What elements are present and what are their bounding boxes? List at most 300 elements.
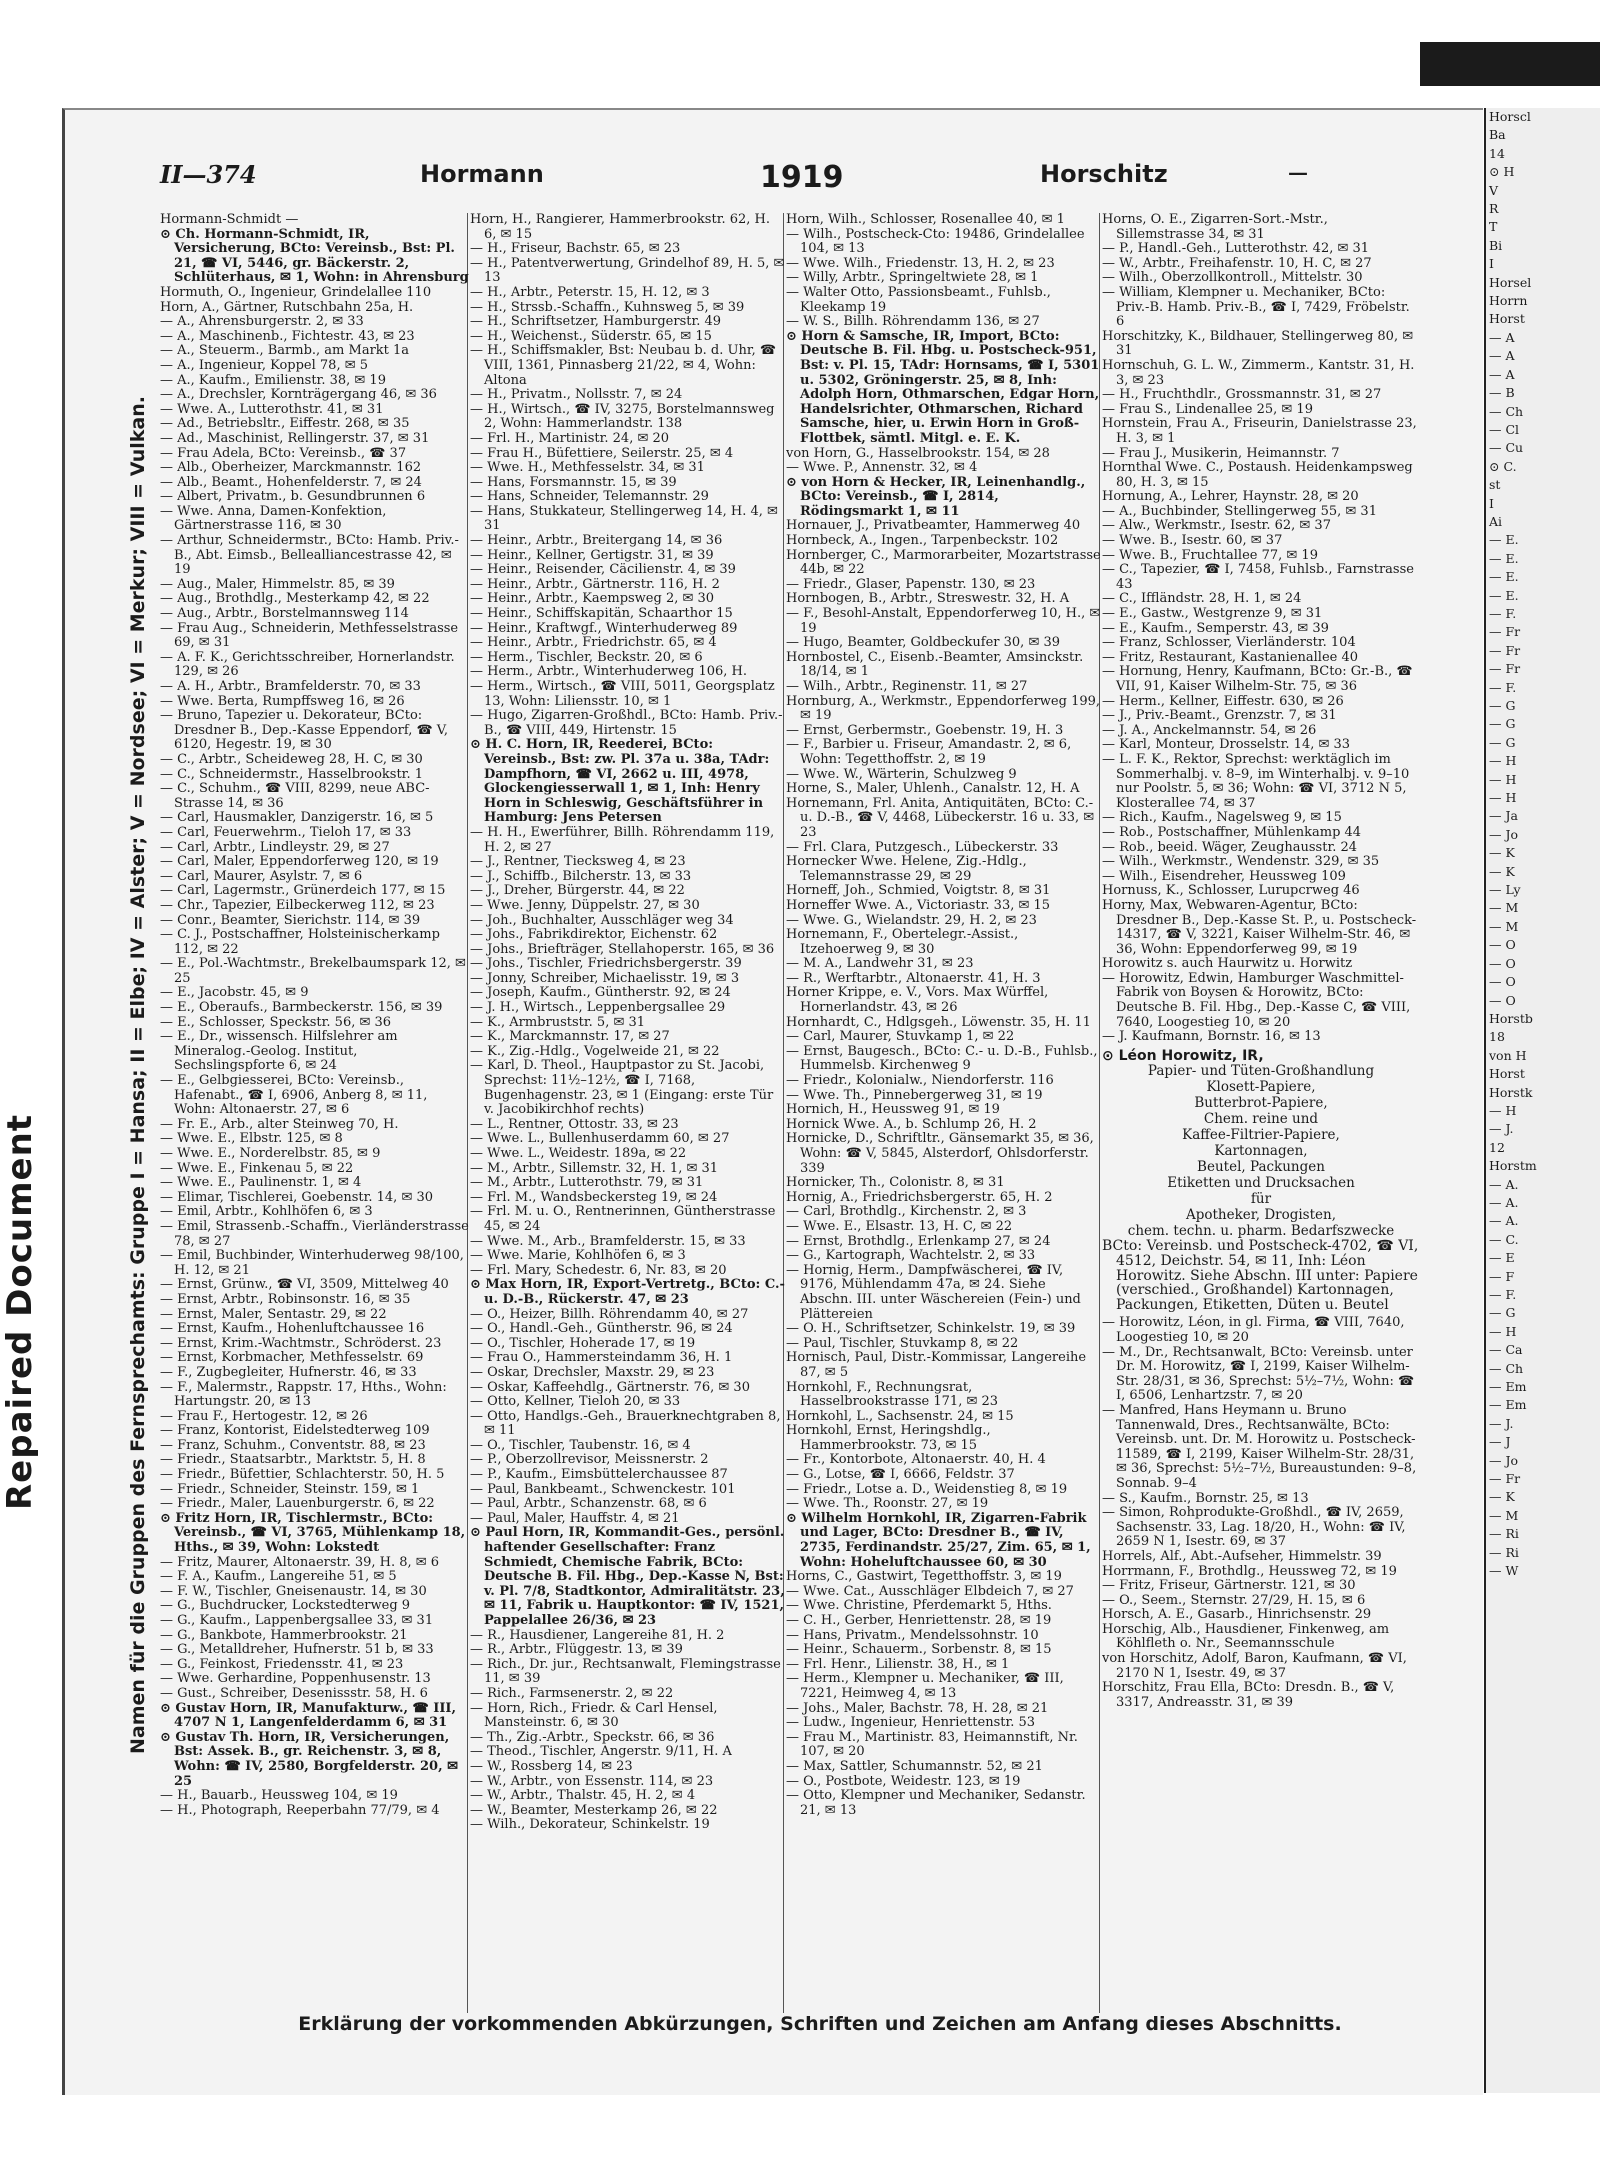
adjacent-page-fragment: — Fr — [1489, 661, 1521, 677]
directory-entry: — Aug., Arbtr., Borstelmannsweg 114 — [160, 606, 409, 622]
directory-entry: — Frl. M., Wandsbeckersteg 19, ✉ 24 — [470, 1189, 718, 1205]
directory-entry: Horsch, A. E., Gasarb., Hinrichsenstr. 29 — [1102, 1607, 1372, 1623]
directory-entry: von Horn, G., Hasselbrookstr. 154, ✉ 28 — [786, 445, 1050, 461]
column-3 — [786, 213, 1102, 2008]
directory-entry: — Ernst, Maler, Sentastr. 29, ✉ 22 — [160, 1306, 387, 1322]
directory-entry: — Wilh., Werkmstr., Wendenstr. 329, ✉ 35 — [1102, 854, 1380, 870]
directory-entry: — C., Tapezier, ☎ I, 7458, Fuhlsb., Farnstrasse 43 — [1102, 562, 1414, 592]
directory-entry: — Karl, D. Theol., Hauptpastor zu St. Jacobi, Sprechst: 11½–12½, ☎ I, 7168, Bugenhagenstr. 23, ✉ 1 (Eingang: erste Tür v. Jacobikirchhof rechts) — [470, 1058, 774, 1118]
ad-line: Apotheker, Drogisten, — [1185, 1207, 1337, 1224]
directory-entry: — H., Friseur, Bachstr. 65, ✉ 23 — [470, 241, 681, 257]
directory-entry: — Frau O., Hammersteindamm 36, H. 1 — [470, 1350, 733, 1366]
adjacent-page-fragment: — O — [1489, 992, 1516, 1008]
directory-entry: — Th., Zig.-Arbtr., Speckstr. 66, ✉ 36 — [470, 1729, 715, 1745]
directory-entry: — G., Kaufm., Lappenbergsallee 33, ✉ 31 — [160, 1613, 434, 1628]
directory-entry: Hornecker Wwe. Helene, Zig.-Hdlg., Telemannstrasse 29, ✉ 29 — [786, 854, 1027, 884]
directory-entry: — Carl, Hausmakler, Danzigerstr. 16, ✉ 5 — [160, 810, 434, 826]
directory-entry: — Johs., Briefträger, Stellahoperstr. 165, ✉ 36 — [470, 941, 775, 957]
directory-entry: — A. H., Arbtr., Bramfelderstr. 70, ✉ 33 — [160, 679, 421, 694]
adjacent-page-fragment: — M — [1489, 900, 1519, 916]
directory-entry: — A., Ahrensburgerstr. 2, ✉ 33 — [160, 314, 364, 330]
directory-entry: — Herm., Kellner, Eiffestr. 630, ✉ 26 — [1102, 693, 1344, 709]
directory-entry: — Heinr., Reisender, Cäcilienstr. 4, ✉ 39 — [470, 562, 736, 578]
adjacent-page-fragment: — Ly — [1489, 882, 1521, 898]
directory-entry: — Heinr., Kellner, Gertigstr. 31, ✉ 39 — [470, 547, 714, 563]
adjacent-page-fragment: V — [1489, 182, 1499, 198]
directory-entry: — Conr., Beamter, Sierichstr. 114, ✉ 39 — [160, 912, 421, 928]
adjacent-page-fragment: — J. — [1489, 1121, 1514, 1137]
ad-line: Etiketten und Drucksachen — [1167, 1175, 1355, 1192]
adjacent-page-fragment: — K — [1489, 1489, 1515, 1505]
ad-line: Kaffee-Filtrier-Papiere, — [1182, 1127, 1340, 1144]
directory-entry: — J., Priv.-Beamt., Grenzstr. 7, ✉ 31 — [1102, 708, 1337, 724]
directory-entry: — Herm., Klempner u. Mechaniker, ☎ III, 7221, Heimweg 4, ✉ 13 — [786, 1671, 1064, 1701]
directory-entry: — Wilh., Arbtr., Reginenstr. 11, ✉ 27 — [786, 679, 1028, 694]
directory-entry: — Heinr., Kraftwgf., Winterhuderweg 89 — [470, 620, 738, 636]
adjacent-page-fragment: — Ca — [1489, 1342, 1523, 1358]
directory-entry: — W., Beamter, Mesterkamp 26, ✉ 22 — [470, 1802, 718, 1818]
adjacent-page-fragment: — A — [1489, 329, 1515, 345]
directory-entry: — Frl. Clara, Putzgesch., Lübeckerstr. 33 — [786, 839, 1059, 855]
directory-entry: — Johs., Tischler, Friedrichsbergerstr. 39 — [470, 956, 742, 972]
directory-entry: — Wwe. E., Elbstr. 125, ✉ 8 — [160, 1131, 343, 1147]
directory-entry: — Horn, Rich., Friedr. & Carl Hensel, Mansteinstr. 6, ✉ 30 — [470, 1700, 718, 1731]
directory-entry: — G., Bankbote, Hammerbrookstr. 21 — [160, 1627, 408, 1643]
adjacent-page-fragment: — Em — [1489, 1397, 1527, 1413]
directory-entry: — Ernst, Krim.-Wachtmstr., Schröderst. 23 — [160, 1335, 442, 1351]
directory-entry: — Ernst, Korbmacher, Methfesselstr. 69 — [160, 1350, 424, 1366]
ad-line: chem. techn. u. pharm. Bedarfszwecke — [1127, 1223, 1395, 1240]
adjacent-page-fragment: — Jo — [1489, 826, 1519, 842]
directory-entry: — C. J., Postschaffner, Holsteinischerkamp 112, ✉ 22 — [160, 927, 440, 957]
directory-entry: Hornkohl, F., Rechnungsrat, Hasselbrookstrasse 171, ✉ 23 — [786, 1379, 999, 1410]
directory-entry: — C., Arbtr., Scheideweg 28, H. C, ✉ 30 — [160, 751, 423, 767]
directory-entry: — Chr., Tapezier, Eilbeckerweg 112, ✉ 23 — [160, 897, 435, 913]
abbreviation-note: Erklärung der vorkommenden Abkürzungen, Schriften und Zeichen am Anfang dieses Abschnitts. — [298, 2013, 1342, 2035]
directory-entry: — A., Drechsler, Kornträgergang 46, ✉ 36 — [160, 387, 437, 403]
directory-entry: — Wwe. B., Fruchtallee 77, ✉ 19 — [1102, 547, 1318, 563]
directory-entry: — H., Patentverwertung, Grindelhof 89, H. 5, ✉ 13 — [470, 255, 785, 286]
directory-entry: — P., Oberzollrevisor, Meissnerstr. 2 — [470, 1452, 709, 1468]
directory-entry: — Hans, Stukkateur, Stellingerweg 14, H. 4, ✉ 31 — [470, 503, 778, 534]
adjacent-page-fragment: I — [1489, 495, 1494, 511]
adjacent-page-fragment: — Fr — [1489, 624, 1521, 640]
directory-entry: — Paul, Bankbeamt., Schwenckestr. 101 — [470, 1481, 736, 1497]
directory-entry: — Wwe. Cat., Ausschläger Elbdeich 7, ✉ 27 — [786, 1583, 1074, 1599]
adjacent-page-fragment: — M — [1489, 918, 1519, 934]
directory-entry: — Otto, Klempner und Mechaniker, Sedanstr. 21, ✉ 13 — [786, 1788, 1086, 1818]
directory-entry: — Wwe. L., Bullenhuserdamm 60, ✉ 27 — [470, 1131, 730, 1147]
directory-entry: Horn, H., Rangierer, Hammerbrookstr. 62, H. 6, ✉ 15 — [470, 213, 771, 242]
directory-entry: Horny, Max, Webwaren-Agentur, BCto: Dresdner B., Dep.-Kasse St. P., u. Postscheck-14317, ☎ V, 3221, Kaiser Wilhelm-Str. 46, ✉ 36, Wohn: Eppendorferweg 99, ✉ 19 — [1102, 897, 1417, 957]
directory-entry: — K., Zig.-Hdlg., Vogelweide 21, ✉ 22 — [470, 1043, 720, 1059]
adjacent-page-fragment: — H — [1489, 1323, 1517, 1339]
directory-entry: — Rich., Kaufm., Nagelsweg 9, ✉ 15 — [1102, 810, 1342, 826]
adjacent-page-fragment: — E. — [1489, 587, 1519, 603]
directory-entry: Hornbeck, A., Ingen., Tarpenbeckstr. 102 — [786, 533, 1059, 549]
directory-entry: — Paul, Maler, Hauffstr. 4, ✉ 21 — [470, 1510, 680, 1526]
directory-entry: — H., Schiffsmakler, Bst: Neubau b. d. Uhr, ☎ VIII, 1361, Pinnasberg 21/22, ✉ 4, Wohn: Altona — [470, 343, 777, 388]
directory-entry: — Frau H., Büfettiere, Seilerstr. 25, ✉ 4 — [470, 445, 734, 461]
directory-entry: — A., Steuerm., Barmb., am Markt 1a — [160, 343, 410, 359]
directory-entry: — Otto, Handlgs.-Geh., Brauerknechtgraben 8, ✉ 11 — [470, 1408, 781, 1439]
directory-entry: — E., Oberaufs., Barmbeckerstr. 156, ✉ 39 — [160, 1000, 443, 1016]
directory-entry: — Heinr., Schauerm., Sorbenstr. 8, ✉ 15 — [786, 1642, 1052, 1658]
directory-entry: — Wwe. Th., Roonstr. 27, ✉ 19 — [786, 1496, 989, 1512]
adjacent-page-fragment: von H — [1489, 1047, 1527, 1063]
directory-entry: — Wwe. Marie, Kohlhöfen 6, ✉ 3 — [470, 1248, 686, 1264]
ad-line: Kartonnagen, — [1214, 1143, 1308, 1160]
directory-entry: — Wwe. Berta, Rumpffsweg 16, ✉ 26 — [160, 693, 405, 709]
directory-entry: — J. H., Wirtsch., Leppenbergsallee 29 — [470, 1000, 726, 1016]
directory-entry: Horrmann, F., Brothdlg., Heussweg 72, ✉ 19 — [1102, 1563, 1397, 1579]
directory-entry: — Frau J., Musikerin, Heimannstr. 7 — [1102, 445, 1340, 461]
directory-entry: ⊙ Gustav Horn, IR, Manufakturw., ☎ III, 4707 N 1, Langenfelderdamm 6, ✉ 31 — [160, 1700, 457, 1731]
directory-entry: — Frau S., Lindenallee 25, ✉ 19 — [1102, 401, 1313, 417]
adjacent-page-fragment: — C. — [1489, 1231, 1519, 1247]
directory-entry: — Carl, Maurer, Asylstr. 7, ✉ 6 — [160, 868, 363, 884]
directory-entry: — Rob., Postschaffner, Mühlenkamp 44 — [1102, 824, 1362, 840]
directory-entry: — Fritz, Friseur, Gärtnerstr. 121, ✉ 30 — [1102, 1578, 1356, 1594]
adjacent-page-fragment: — Ch — [1489, 403, 1524, 419]
directory-entry: — Ernst, Gerbermstr., Goebenstr. 19, H. 3 — [786, 722, 1064, 738]
directory-entry: — Friedr., Maler, Lauenburgerstr. 6, ✉ 22 — [160, 1496, 435, 1512]
directory-entry: — Herm., Wirtsch., ☎ VIII, 5011, Georgsplatz 13, Wohn: Liliensstr. 10, ✉ 1 — [470, 679, 775, 709]
ad-line: Chem. reine und — [1203, 1111, 1319, 1128]
directory-entry: — Gust., Schreiber, Desenissstr. 58, H. 6 — [160, 1685, 428, 1701]
directory-entry: — Wwe. L., Weidestr. 189a, ✉ 22 — [470, 1146, 687, 1161]
directory-entry: — O., Heizer, Billh. Röhrendamm 40, ✉ 27 — [470, 1306, 749, 1322]
directory-entry: — E., Kaufm., Semperstr. 43, ✉ 39 — [1102, 620, 1329, 636]
adjacent-page-fragment: — B — [1489, 385, 1515, 401]
directory-entry: Hornburg, A., Werkmstr., Eppendorferweg 199, ✉ 19 — [786, 693, 1101, 724]
directory-entry: Horner Krippe, e. V., Vors. Max Würffel, Hornerlandstr. 43, ✉ 26 — [786, 985, 1049, 1016]
directory-entry: — H., Privatm., Nollsstr. 7, ✉ 24 — [470, 387, 683, 403]
directory-entry: — Heinr., Arbtr., Kaempsweg 2, ✉ 30 — [470, 591, 715, 607]
directory-entry: — Theod., Tischler, Angerstr. 9/11, H. A — [470, 1744, 732, 1760]
directory-entry: Hornemann, F., Obertelegr.-Assist., Itzehoerweg 9, ✉ 30 — [786, 927, 1019, 957]
adjacent-page-fragment: — K — [1489, 845, 1515, 861]
directory-entry: — A., Kaufm., Emilienstr. 38, ✉ 19 — [160, 372, 386, 388]
directory-entry: — C., Schneidermstr., Hasselbrookstr. 1 — [160, 766, 423, 782]
side-legend — [118, 210, 158, 1940]
directory-entry: Horschitzky, K., Bildhauer, Stellingerweg 80, ✉ 31 — [1102, 328, 1414, 359]
directory-entry: Hornich, H., Heussweg 91, ✉ 19 — [786, 1102, 1000, 1118]
directory-entry: — G., Metalldreher, Hufnerstr. 51 b, ✉ 33 — [160, 1642, 434, 1658]
directory-entry: — Heinr., Arbtr., Friedrichstr. 65, ✉ 4 — [470, 635, 717, 651]
last-name-guide: Horschitz — [1040, 160, 1168, 188]
directory-entry: Hormann-Schmidt — — [160, 213, 299, 227]
directory-entry: — L., Rentner, Ottostr. 33, ✉ 23 — [470, 1116, 679, 1132]
directory-entry: — Emil, Strassenb.-Schaffn., Vierländerstrasse 78, ✉ 27 — [160, 1218, 469, 1249]
directory-entry: — Alb., Beamt., Hohenfelderstr. 7, ✉ 24 — [160, 474, 422, 490]
directory-entry: Horn, A., Gärtner, Rutschbahn 25a, H. — [160, 299, 414, 315]
directory-entry: — Oskar, Kaffeehdlg., Gärtnerstr. 76, ✉ 30 — [470, 1379, 750, 1395]
directory-entry: — Carl, Maler, Eppendorferweg 120, ✉ 19 — [160, 854, 439, 870]
directory-entry: — Paul, Arbtr., Schanzenstr. 68, ✉ 6 — [470, 1496, 707, 1512]
directory-entry: — Wwe. Wilh., Friedenstr. 13, H. 2, ✉ 23 — [786, 255, 1055, 271]
directory-entry: — K., Armbruststr. 5, ✉ 31 — [470, 1014, 646, 1030]
directory-entry: — C., Schuhm., ☎ VIII, 8299, neue ABC-Strasse 14, ✉ 36 — [160, 781, 430, 811]
directory-entry: — Rich., Farmsenerstr. 2, ✉ 22 — [470, 1685, 674, 1701]
directory-entry: — F., Besohl-Anstalt, Eppendorferweg 10, H., ✉ 19 — [786, 606, 1101, 636]
directory-entry: — Joh., Buchhalter, Ausschläger weg 34 — [470, 912, 734, 928]
directory-entry: — Frl. H., Martinistr. 24, ✉ 20 — [470, 430, 670, 446]
directory-entry: — Oskar, Drechsler, Maxstr. 29, ✉ 23 — [470, 1364, 715, 1380]
directory-entry: — Wilh., Postscheck-Cto: 19486, Grindelallee 104, ✉ 13 — [786, 226, 1085, 257]
directory-entry: — O., Postbote, Weidestr. 123, ✉ 19 — [786, 1773, 1021, 1789]
directory-entry: — Max, Sattler, Schumannstr. 52, ✉ 21 — [786, 1758, 1043, 1774]
directory-entry: — E., Gastw., Westgrenze 9, ✉ 31 — [1102, 606, 1323, 622]
adjacent-page-fragment: — W — [1489, 1563, 1519, 1579]
directory-entry: — Wilh., Dekorateur, Schinkelstr. 19 — [470, 1817, 710, 1833]
directory-entry: Hornberger, C., Marmorarbeiter, Mozartstrasse 44b, ✉ 22 — [786, 547, 1101, 578]
adjacent-page-fragment: — Ri — [1489, 1544, 1519, 1560]
directory-entry: Hornemann, Frl. Anita, Antiquitäten, BCto: C.- u. D.-B., ☎ V, 4468, Lübeckerstr. 16 u. 33, ✉ 23 — [786, 795, 1095, 840]
ad-title: ⊙ Léon Horowitz, IR, — [1102, 1047, 1264, 1064]
adjacent-page-fragment: Ai — [1489, 513, 1503, 529]
adjacent-page-fragment: — O — [1489, 974, 1516, 990]
adjacent-page-fragments — [1486, 108, 1600, 1581]
directory-entry: — Carl, Brothdlg., Kirchenstr. 2, ✉ 3 — [786, 1204, 1027, 1220]
directory-entry: ⊙ Wilhelm Hornkohl, IR, Zigarren-Fabrik und Lager, BCto: Dresdner B., ☎ IV, 2735, Ferdinandstr. 25/27, Zim. 65, ✉ 1, Wohn: Hoheluftchaussee 60, ✉ 30 — [786, 1510, 1091, 1570]
directory-entry: — W. S., Billh. Röhrendamm 136, ✉ 27 — [786, 314, 1040, 330]
ad-line: Butterbrot-Papiere, — [1194, 1095, 1328, 1112]
directory-entry: — Friedr., Kolonialw., Niendorferstr. 116 — [786, 1073, 1054, 1089]
directory-entry: — Wwe. Christine, Pferdemarkt 5, Hths. — [786, 1598, 1052, 1614]
directory-entry: — Heinr., Schiffskapitän, Schaarthor 15 — [470, 606, 733, 622]
directory-entry: — H., Weichenst., Süderstr. 65, ✉ 15 — [470, 328, 712, 344]
directory-entry: Horschig, Alb., Hausdiener, Finkenweg, am Köhlfleth o. Nr., Seemannsschule — [1102, 1621, 1390, 1652]
directory-entry: — Walter Otto, Passionsbeamt., Fuhlsb., Kleekamp 19 — [786, 284, 1051, 315]
left-margin-bar — [0, 0, 40, 2177]
adjacent-page-fragment: — Ja — [1489, 808, 1518, 824]
directory-entry: Horschitz, Frau Ella, BCto: Dresdn. B., ☎ V, 3317, Andreasstr. 31, ✉ 39 — [1102, 1680, 1395, 1710]
adjacent-page-fragment: — Fr — [1489, 642, 1521, 658]
directory-entry: — Friedr., Staatsarbtr., Marktstr. 5, H. 8 — [160, 1452, 426, 1468]
adjacent-page-fragment: — H — [1489, 790, 1517, 806]
directory-entry: — M., Dr., Rechtsanwalt, BCto: Vereinsb. unter Dr. M. Horowitz, ☎ I, 2199, Kaiser Wilhelm-Str. 28/31, ✉ 36, Sprechst: 5½–7½, Wohn: ☎ I, 6506, Lenhartzstr. 7, ✉ 20 — [1102, 1344, 1415, 1404]
directory-entry: — F., Zugbegleiter, Hufnerstr. 46, ✉ 33 — [160, 1364, 417, 1380]
directory-entry: — Wwe. A., Lutterothstr. 41, ✉ 31 — [160, 401, 384, 417]
directory-entry: — Hornig, Herm., Dampfwäscherei, ☎ IV, 9176, Mühlendamm 47a, ✉ 24. Siehe Abschn. III. unter Wäschereien (Fein-) und Plättereien — [786, 1262, 1081, 1322]
directory-entry: — Hugo, Zigarren-Großhdl., BCto: Hamb. Priv.-B., ☎ VIII, 449, Hirtenstr. 15 — [470, 708, 783, 738]
adjacent-page-fragment: — Fr — [1489, 1471, 1521, 1487]
directory-entry: Hornhardt, C., Hdlgsgeh., Löwenstr. 35, H. 11 — [786, 1014, 1091, 1030]
column-4-entries-after — [1102, 1316, 1420, 1710]
first-name-guide: Hormann — [420, 160, 544, 188]
adjacent-page-fragment: Horst — [1489, 311, 1525, 327]
directory-entry: — G., Kartograph, Wachtelstr. 2, ✉ 33 — [786, 1248, 1036, 1264]
directory-entry: — O., Handl.-Geh., Güntherstr. 96, ✉ 24 — [470, 1321, 733, 1337]
directory-entry: — Horowitz, Léon, in gl. Firma, ☎ VIII, 7640, Loogestieg 10, ✉ 20 — [1102, 1315, 1405, 1345]
header-mark: — — [1288, 160, 1308, 184]
directory-entry: — Hans, Schneider, Telemannstr. 29 — [470, 489, 709, 505]
directory-entry: Hornbogen, B., Arbtr., Streswestr. 32, H. A — [786, 591, 1070, 607]
directory-entry: — Frau Adela, BCto: Vereinsb., ☎ 37 — [160, 445, 407, 461]
directory-entry: — Fr., Kontorbote, Altonaerstr. 40, H. 4 — [786, 1452, 1046, 1468]
directory-entry: Horns, C., Gastwirt, Tegetthoffstr. 3, ✉ 19 — [786, 1569, 1062, 1585]
adjacent-page-fragment: — G — [1489, 1305, 1516, 1321]
directory-entry: Horne, S., Maler, Uhlenh., Canalstr. 12, H. A — [786, 781, 1080, 797]
directory-entry: von Horschitz, Adolf, Baron, Kaufmann, ☎ VI, 2170 N 1, Isestr. 49, ✉ 37 — [1102, 1651, 1407, 1681]
directory-entry: — Johs., Maler, Bachstr. 78, H. 28, ✉ 21 — [786, 1700, 1049, 1716]
directory-entry: — A., Ingenieur, Koppel 78, ✉ 5 — [160, 357, 369, 373]
directory-entry: — Hans, Privatm., Mendelssohnstr. 10 — [786, 1627, 1039, 1643]
column-1 — [160, 213, 470, 2008]
directory-entry: Hornicker, Th., Colonistr. 8, ✉ 31 — [786, 1175, 1005, 1191]
directory-entry: — Frl. Mary, Schedestr. 6, Nr. 83, ✉ 20 — [470, 1262, 727, 1278]
directory-entry: — Frl. Henr., Lilienstr. 38, H., ✉ 1 — [786, 1656, 1010, 1672]
directory-entry: — F. A., Kaufm., Langereihe 51, ✉ 5 — [160, 1569, 397, 1585]
directory-entry: — R., Arbtr., Flüggestr. 13, ✉ 39 — [470, 1642, 683, 1658]
adjacent-page-fragment: Horscl — [1489, 109, 1531, 124]
directory-entry: — C., Iffländstr. 28, H. 1, ✉ 24 — [1102, 591, 1302, 607]
directory-entry: — Wwe. W., Wärterin, Schulzweg 9 — [786, 766, 1017, 782]
directory-entry: — C. H., Gerber, Henriettenstr. 28, ✉ 19 — [786, 1613, 1052, 1628]
directory-entry: — Ludw., Ingenieur, Henriettenstr. 53 — [786, 1715, 1036, 1731]
adjacent-page-fragment: — E. — [1489, 569, 1519, 585]
directory-entry: — Karl, Monteur, Drosselstr. 14, ✉ 33 — [1102, 737, 1351, 753]
directory-entry: — Aug., Maler, Himmelstr. 85, ✉ 39 — [160, 576, 395, 592]
directory-entry: Horneffer Wwe. A., Victoriastr. 33, ✉ 15 — [786, 897, 1051, 913]
adjacent-page-fragment: st — [1489, 477, 1501, 493]
directory-entry: Hornuss, K., Schlosser, Lurupcrweg 46 — [1102, 883, 1360, 899]
directory-entry: — Wwe. Anna, Damen-Konfektion, Gärtnerstrasse 116, ✉ 30 — [160, 503, 387, 534]
page-number: II—374 — [160, 160, 257, 189]
directory-entry: — Simon, Rohprodukte-Großhdl., ☎ IV, 2659, Sachsenstr. 33, Lag. 18/20, H., Wohn: ☎ IV, 2659 N 1, Isestr. 69, ✉ 37 — [1102, 1505, 1406, 1550]
directory-entry: — H., Arbtr., Peterstr. 15, H. 12, ✉ 3 — [470, 284, 710, 300]
directory-entry: — Herm., Tischler, Beckstr. 20, ✉ 6 — [470, 649, 703, 665]
adjacent-page-fragment: — G — [1489, 734, 1516, 750]
directory-entry: — W., Arbtr., von Essenstr. 114, ✉ 23 — [470, 1773, 714, 1789]
ad-line: Klosett-Papiere, — [1206, 1079, 1316, 1096]
directory-entry: — Friedr., Schneider, Steinstr. 159, ✉ 1 — [160, 1481, 420, 1497]
directory-entry: — Heinr., Arbtr., Gärtnerstr. 116, H. 2 — [470, 576, 720, 592]
directory-entry: — M., Arbtr., Sillemstr. 32, H. 1, ✉ 31 — [470, 1160, 719, 1176]
directory-entry: — A., Maschinenb., Fichtestr. 43, ✉ 23 — [160, 328, 415, 344]
directory-entry: — Albert, Privatm., b. Gesundbrunnen 6 — [160, 489, 426, 505]
adjacent-page-fragment: — J — [1489, 1434, 1511, 1450]
adjacent-page-fragment: — O — [1489, 937, 1516, 953]
directory-entry: — Rob., beeid. Wäger, Zeughausstr. 24 — [1102, 839, 1358, 855]
directory-entry: — Fritz, Maurer, Altonaerstr. 39, H. 8, ✉ 6 — [160, 1554, 440, 1570]
directory-entry: — A., Buchbinder, Stellingerweg 55, ✉ 31 — [1102, 503, 1377, 519]
directory-entry: — Wwe. M., Arb., Bramfelderstr. 15, ✉ 33 — [470, 1233, 746, 1249]
directory-entry: Hornung, A., Lehrer, Haynstr. 28, ✉ 20 — [1102, 489, 1359, 505]
directory-entry: — E., Jacobstr. 45, ✉ 9 — [160, 985, 309, 1001]
directory-entry: — Friedr., Büfettier, Schlachterstr. 50, H. 5 — [160, 1467, 445, 1483]
directory-entry: — Hornung, Henry, Kaufmann, BCto: Gr.-B., ☎ VII, 91, Kaiser Wilhelm-Str. 75, ✉ 36 — [1102, 664, 1413, 694]
directory-entry: — Joseph, Kaufm., Güntherstr. 92, ✉ 24 — [470, 985, 731, 1001]
directory-entry: Hornthal Wwe. C., Postaush. Heidenkampsweg 80, H. 3, ✉ 15 — [1102, 460, 1413, 490]
adjacent-page-fragment: — E. — [1489, 550, 1519, 566]
adjacent-page-fragment: 12 — [1489, 1139, 1505, 1155]
directory-entry: — Wwe. Th., Pinnebergerweg 31, ✉ 19 — [786, 1087, 1043, 1103]
directory-entry: — Ernst, Kaufm., Hohenluftchaussee 16 — [160, 1321, 425, 1337]
directory-entry: — M. A., Landwehr 31, ✉ 23 — [786, 956, 974, 972]
adjacent-page-fragment: — G — [1489, 716, 1516, 732]
directory-entry: — Carl, Arbtr., Lindleystr. 29, ✉ 27 — [160, 839, 390, 855]
adjacent-page-fragment: I — [1489, 256, 1494, 272]
directory-entry: — L. F. K., Rektor, Sprechst: werktäglich im Sommerhalbj. v. 8–9, im Winterhalbj. v. 9–10 nur Poolstr. 5, ✉ 36; Wohn: ☎ VI, 3712 N 5, Klosterallee 74, ✉ 37 — [1102, 751, 1410, 811]
adjacent-page-fragment: Horrn — [1489, 293, 1528, 309]
adjacent-page-fragment: — Cu — [1489, 440, 1524, 456]
adjacent-page-fragment: — E. — [1489, 532, 1519, 548]
adjacent-page-fragment: — Em — [1489, 1379, 1527, 1395]
adjacent-page-fragment: ⊙ C. — [1489, 458, 1517, 474]
directory-entry: — E., Schlosser, Speckstr. 56, ✉ 36 — [160, 1014, 392, 1030]
directory-entry: — Frau F., Hertogestr. 12, ✉ 26 — [160, 1408, 368, 1424]
directory-entry: — W., Rossberg 14, ✉ 23 — [470, 1758, 633, 1774]
directory-entry: Horowitz s. auch Haurwitz u. Horwitz — [1102, 956, 1353, 972]
directory-entry: Hornbostel, C., Eisenb.-Beamter, Amsinckstr. 18/14, ✉ 1 — [786, 649, 1084, 680]
year: 1919 — [760, 160, 844, 195]
adjacent-page-fragment: — K — [1489, 863, 1515, 879]
directory-entry: — Wwe. Jenny, Düppelstr. 27, ✉ 30 — [470, 897, 700, 913]
directory-entry: — Aug., Brothdlg., Mesterkamp 42, ✉ 22 — [160, 591, 430, 607]
adjacent-page-fragment: 18 — [1489, 1029, 1505, 1045]
directory-entry: ⊙ Paul Horn, IR, Kommandit-Ges., persönl. haftender Gesellschafter: Franz Schmiedt, Chemische Fabrik, BCto: Deutsche B. Fil. Hbg., Dep.-Kasse N, Bst: v. Pl. 7/8, Stadtkontor, Admiralitätstr. 23, ✉ 11, Fabrik u. Hauptkontor: ☎ IV, 1521, Pappelallee 26/36, ✉ 23 — [470, 1525, 785, 1628]
directory-entry: — H., Bauarb., Heussweg 104, ✉ 19 — [160, 1788, 398, 1804]
adjacent-page-fragment: — F. — [1489, 605, 1517, 621]
directory-entry: — G., Buchdrucker, Lockstedterweg 9 — [160, 1598, 411, 1614]
adjacent-page-fragment: — H — [1489, 771, 1517, 787]
directory-entry: — H., Photograph, Reeperbahn 77/79, ✉ 4 — [160, 1802, 440, 1818]
directory-entry: — G., Feinkost, Friedensstr. 41, ✉ 23 — [160, 1656, 404, 1672]
ad-line: für — [1250, 1191, 1272, 1208]
directory-entry: — Wilh., Oberzollkontroll., Mittelstr. 30 — [1102, 270, 1363, 286]
adjacent-page-fragment: Horst — [1489, 1066, 1525, 1082]
adjacent-page-fragment: — A — [1489, 366, 1515, 382]
directory-entry: — H., Fruchthdlr., Grossmannstr. 31, ✉ 27 — [1102, 387, 1382, 403]
page-header — [160, 160, 1400, 194]
adjacent-page-fragment: Horsel — [1489, 274, 1532, 290]
directory-entry: ⊙ Ch. Hormann-Schmidt, IR, Versicherung, BCto: Vereinsb., Bst: Pl. 21, ☎ VI, 5446, gr. Bäckerstr. 2, Schlüterhaus, ✉ 1, Wohn: in Ahrensburg — [160, 226, 469, 286]
directory-entry: — Wilh., Eisendreher, Heussweg 109 — [1102, 868, 1346, 884]
directory-entry: — G., Lotse, ☎ I, 6666, Feldstr. 37 — [786, 1467, 1015, 1483]
directory-entry: — Wwe. E., Elsastr. 13, H. C, ✉ 22 — [786, 1218, 1013, 1234]
directory-entry: — Paul, Tischler, Stuvkamp 8, ✉ 22 — [786, 1335, 1019, 1351]
directory-entry: — H. H., Ewerführer, Billh. Röhrendamm 119, H. 2, ✉ 27 — [470, 824, 775, 855]
directory-entry: — Wwe. E., Norderelbstr. 85, ✉ 9 — [160, 1146, 381, 1161]
directory-entry: — Friedr., Lotse a. D., Weidenstieg 8, ✉ 19 — [786, 1481, 1068, 1497]
column-4-entries — [1102, 213, 1420, 1045]
directory-entry: — Ernst, Brothdlg., Erlenkamp 27, ✉ 24 — [786, 1233, 1051, 1249]
ad-line: Papier- und Tüten-Großhandlung — [1147, 1063, 1375, 1080]
directory-entry: — F. W., Tischler, Gneisenaustr. 14, ✉ 30 — [160, 1583, 427, 1599]
directory-entry: — Frl. M. u. O., Rentnerinnen, Güntherstrasse 45, ✉ 24 — [470, 1204, 776, 1234]
directory-entry: Hornig, A., Friedrichsbergerstr. 65, H. 2 — [786, 1189, 1053, 1205]
directory-entry: — Wwe. P., Annenstr. 32, ✉ 4 — [786, 460, 978, 476]
directory-entry: — Wwe. B., Isestr. 60, ✉ 37 — [1102, 533, 1283, 549]
ad-line: Beutel, Packungen — [1197, 1159, 1325, 1176]
directory-entry: Horns, O. E., Zigarren-Sort.-Mstr., Sillemstrasse 34, ✉ 31 — [1102, 213, 1328, 242]
adjacent-page-fragment: — O — [1489, 955, 1516, 971]
horowitz-advertisement — [1102, 1049, 1420, 1313]
adjacent-page-fragment: — M — [1489, 1507, 1519, 1523]
directory-entry: — Alb., Oberheizer, Marckmannstr. 162 — [160, 460, 422, 476]
directory-entry: — Alw., Werkmstr., Isestr. 62, ✉ 37 — [1102, 518, 1331, 534]
directory-entry: — O., Tischler, Taubenstr. 16, ✉ 4 — [470, 1437, 691, 1453]
directory-entry: — Horowitz, Edwin, Hamburger Waschmittel-Fabrik von Boysen & Horowitz, BCto: Deutsche B. Fil. Hbg., Dep.-Kasse C, ☎ VIII, 7640, Loogestieg 10, ✉ 20 — [1102, 970, 1411, 1030]
directory-entry: — Herm., Arbtr., Winterhuderweg 106, H. — [470, 664, 748, 680]
directory-entry: — J., Dreher, Bürgerstr. 44, ✉ 22 — [470, 883, 685, 899]
directory-entry: — Carl, Feuerwehrm., Tieloh 17, ✉ 33 — [160, 824, 412, 840]
directory-entry: — Friedr., Glaser, Papenstr. 130, ✉ 23 — [786, 576, 1036, 592]
directory-entry: Hornkohl, Ernst, Heringshdlg., Hammerbrookstr. 73, ✉ 15 — [786, 1423, 991, 1453]
directory-entry: — Frau M., Martinistr. 83, Heimannstift, Nr. 107, ✉ 20 — [786, 1729, 1078, 1760]
